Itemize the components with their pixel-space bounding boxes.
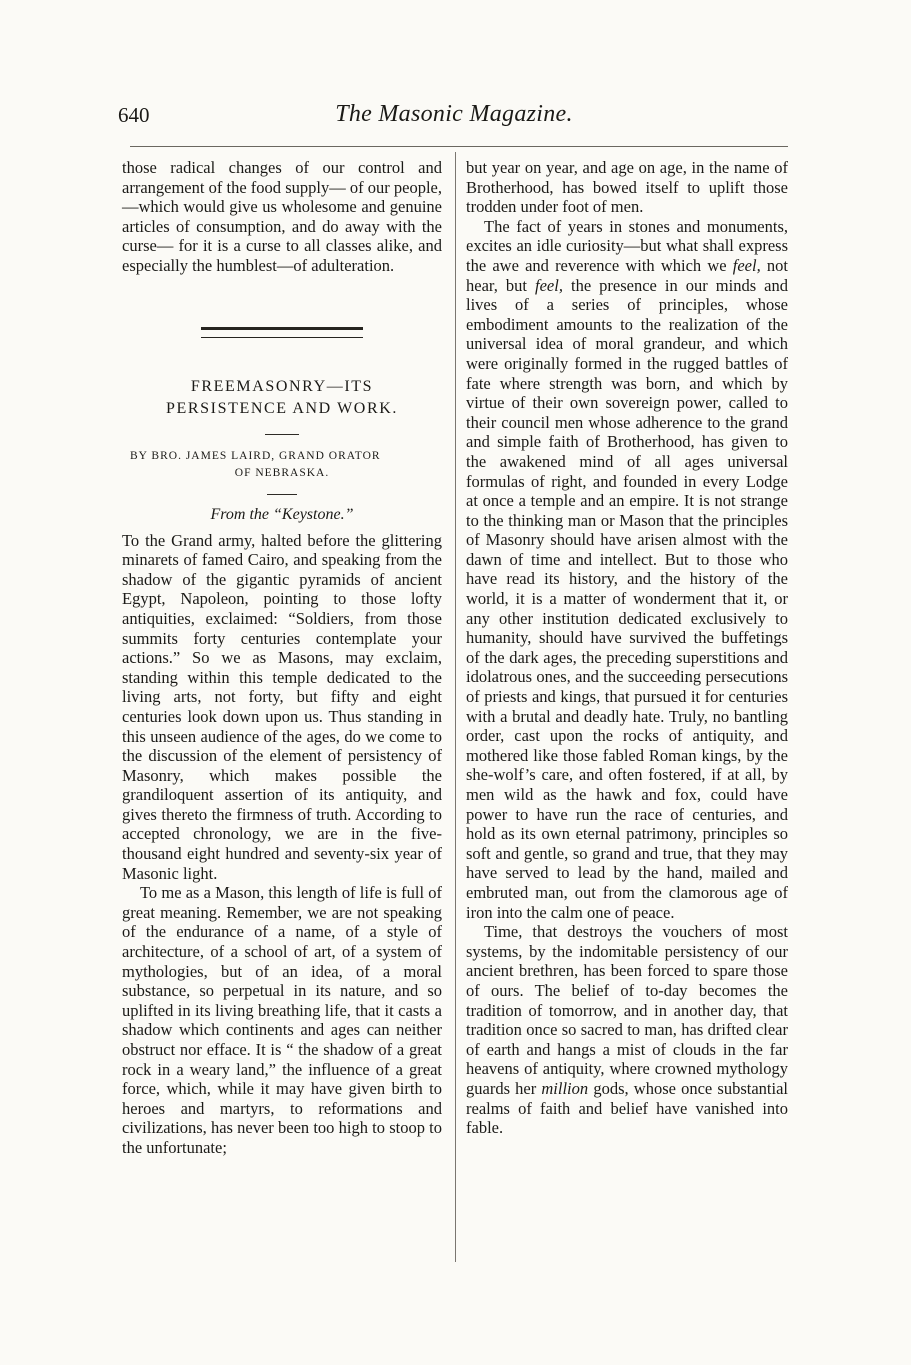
- column-divider: [455, 152, 456, 1262]
- page-number: 640: [118, 103, 150, 127]
- byline-rule: [267, 494, 297, 495]
- page-header: [118, 95, 790, 131]
- text-run: The fact of years in stones and monuments, excites an idle curiosity—but what shall express the awe and reverence with which we: [466, 216, 788, 275]
- body-paragraph: [466, 922, 788, 1138]
- emphasis-text: feel,: [535, 275, 563, 295]
- left-column: [122, 158, 442, 1158]
- source-credit: From the “Keystone.”: [210, 505, 354, 523]
- header-rule: [130, 146, 788, 147]
- emphasis-text: feel,: [732, 255, 761, 275]
- continued-paragraph: but year on year, and age on age, in the name of Brotherhood, has bowed itself to uplift those trodden under foot of men.: [466, 158, 788, 217]
- section-divider: [201, 327, 363, 338]
- byline: BY BRO. JAMES LAIRD, GRAND ORATOR: [130, 449, 381, 462]
- body-paragraph: [466, 217, 788, 922]
- continued-paragraph: those radical changes of our control and arrangement of the food supply— of our people,—which would give us wholesome and genuine articles of consumption, and do away with the curse— for it is a curse to all classes alike, and especially the humblest—of adulteration.: [122, 158, 442, 275]
- article-title: FREEMASONRY—ITS PERSISTENCE AND WORK.: [166, 377, 398, 417]
- byline-continued: OF NEBRASKA.: [234, 466, 330, 479]
- running-title: The Masonic Magazine.: [335, 101, 573, 127]
- title-rule: [265, 434, 299, 435]
- body-paragraph: To me as a Mason, this length of life is full of great meaning. Remember, we are not speaking of the endurance of a name, of a style of architecture, of a school of art, of a system of mythologies, but of an idea, of a moral substance, so perpetual in its nature, and so uplifted in its living breathing life, that it casts a shadow which continents and ages can neither obstruct nor efface. It is “ the shadow of a great rock in a weary land,” the influence of a great force, which, while it may have given birth to heroes and martyrs, to reformations and civilizations, has never been too high to stoop to the unfortunate;: [122, 883, 442, 1157]
- body-paragraph: To the Grand army, halted before the glittering minarets of famed Cairo, and speaking from the shadow of the gigantic pyramids of ancient Egypt, Napoleon, pointing to those lofty antiquities, exclaimed: “Soldiers, from those summits forty centuries contemplate your actions.” So we as Masons, may exclaim, standing within this temple dedicated to the living arts, not forty, but fifty and eight centuries look down upon us. Thus standing in this unseen audience of the ages, do we come to the discussion of the element of persistency of Masonry, which makes possible the grandiloquent assertion of its antiquity, and gives thereto the firmness of truth. According to accepted chronology, we are in the five-thousand eight hundred and seventy-six year of Masonic light.: [122, 530, 442, 883]
- right-column: [466, 158, 788, 1138]
- emphasis-text: million: [541, 1078, 589, 1098]
- text-run: Time, that destroys the vouchers of most systems, by the indomitable persistency of our ancient brethren, has been forced to spare those of ours. The belief of to-day becomes the tradition of tomorrow, and in another day, that tradition once so sacred to man, has drifted clear of earth and hangs a mist of clouds in the far heavens of antiquity, where crowned mythology guards her: [466, 922, 788, 1098]
- text-run: not hear, but: [466, 255, 788, 295]
- text-run: gods, whose once substantial realms of faith and belief have vanished into fable.: [466, 1078, 788, 1138]
- text-run: the presence in our minds and lives of a series of principles, whose embodiment amounts to the realization of the universal idea of moral grandeur, and which were originally formed in the rugged battles of fate where strength was born, and which by virtue of their own sovereign power, called to their council men whose adherence to the grand and simple faith of Brotherhood, has given to the awakened mind of all ages universal formulas of right, and founded in every Lodge at once a temple and an empire. It is not strange to the thinking man or Mason that the principles of Masonry should have arisen almost with the dawn of time and intellect. But to those who have read its history, and the history of the world, it is a matter of wonderment that it, or any other institution dedicated exclusively to humanity, should have survived the buffetings of the dark ages, the preceding superstitions and idolatrous ones, and the succeeding persecutions of priests and kings, that pursued it for centuries with a brutal and deadly hate. Truly, no bantling order, cast upon the rocks of antiquity, and mothered like those fabled Roman kings, by the she-wolf’s care, and often fostered, if at all, by men wild as the hawk and fox, could have power to have run the race of centuries, and hold as its own eternal patrimony, principles so soft and gentle, so grand and true, that they may have served to lead by the hand, mailed and embruted man, out from the clamorous age of iron into the calm one of peace.: [466, 275, 788, 922]
